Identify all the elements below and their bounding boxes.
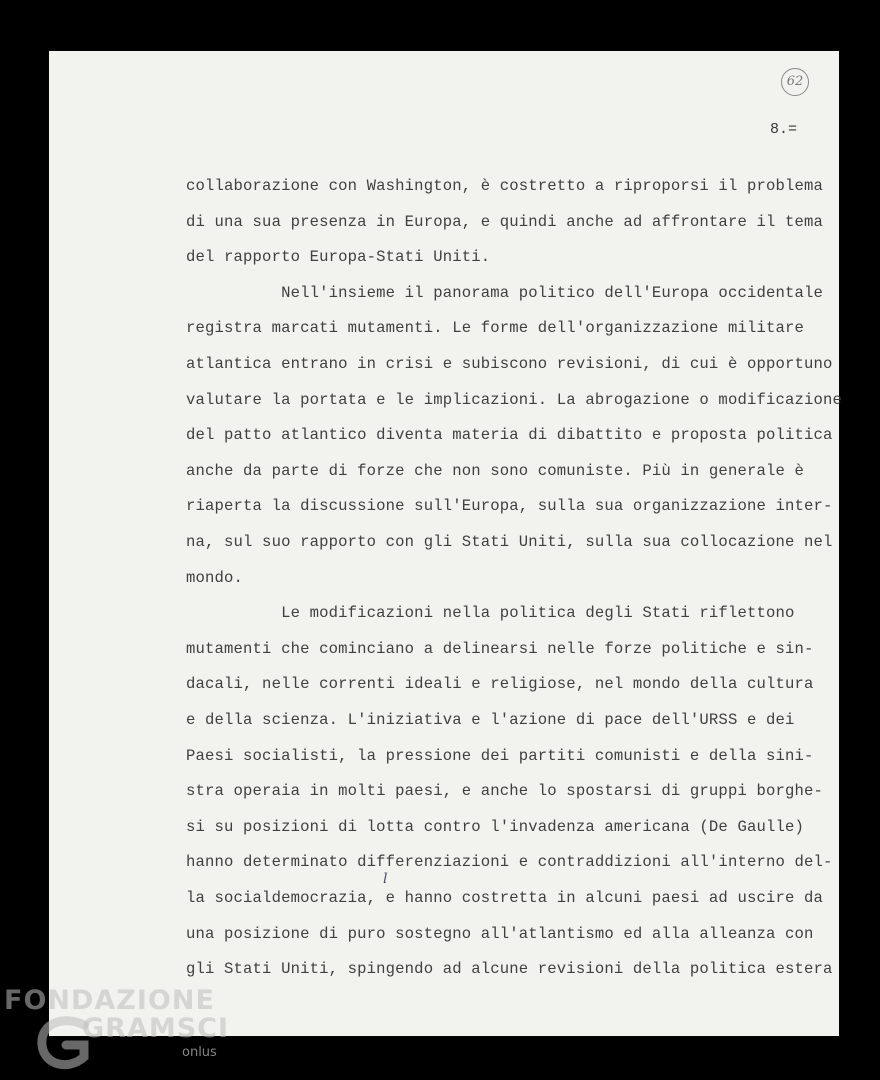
text-line: Nell'insieme il panorama politico dell'Europa occidentale	[186, 283, 824, 302]
text-line: e della scienza. L'iniziativa e l'azione di pace dell'URSS e dei	[186, 711, 795, 729]
text-line: gli Stati Uniti, spingendo ad alcune revisioni della politica estera	[186, 960, 833, 979]
text-line: riaperta la discussione sull'Europa, sulla sua organizzazione inter-	[186, 497, 833, 516]
text-line: del patto atlantico diventa materia di dibattito e proposta politica	[186, 426, 833, 445]
text-line: Paesi socialisti, la pressione dei partiti comunisti e della sini-	[186, 746, 814, 765]
text-line: Le modificazioni nella politica degli Stati riflettono	[186, 604, 795, 623]
watermark-line-2: GRAMSCI	[82, 1013, 230, 1044]
text-line: registra marcati mutamenti. Le forme dell'organizzazione militare	[186, 319, 805, 338]
text-line: mondo.	[186, 568, 244, 587]
text-line: na, sul suo rapporto con gli Stati Uniti, sulla sua collocazione nel	[186, 533, 833, 551]
text-line: dacali, nelle correnti ideali e religiose, nel mondo della cultura	[186, 675, 814, 694]
text-line: di una sua presenza in Europa, e quindi anche ad affrontare il tema	[186, 212, 824, 231]
text-line: anche da parte di forze che non sono comuniste. Più in generale è	[186, 461, 805, 480]
text-line: del rapporto Europa-Stati Uniti.	[186, 248, 491, 267]
text-line: una posizione di puro sostegno all'atlantismo ed alla alleanza con	[186, 924, 814, 943]
archive-number-stamp: 62	[781, 68, 809, 96]
watermark-line-1: FONDAZIONE	[4, 985, 215, 1016]
text-line: atlantica entrano in crisi e subiscono revisioni, di cui è opportuno	[186, 355, 833, 373]
text-line: collaborazione con Washington, è costretto a riproporsi il problema	[186, 177, 824, 195]
text-line: mutamenti che cominciano a delinearsi nelle forze politiche e sin-	[186, 639, 814, 658]
text-line: si su posizioni di lotta contro l'invadenza americana (De Gaulle)	[186, 817, 805, 836]
page-number: 8.=	[770, 121, 798, 138]
text-line: hanno determinato differenziazioni e contraddizioni all'interno del-	[186, 853, 833, 872]
watermark-line-3: onlus	[182, 1045, 217, 1060]
text-line: valutare la portata e le implicazioni. La abrogazione o modificazione	[186, 390, 843, 409]
text-line: la socialdemocrazia, e hanno costretta in alcuni paesi ad uscire da	[186, 889, 824, 907]
fondazione-gramsci-watermark	[4, 985, 230, 1075]
handwritten-correction: l	[383, 871, 388, 887]
text-line: stra operaia in molti paesi, e anche lo spostarsi di gruppi borghe-	[186, 782, 824, 801]
